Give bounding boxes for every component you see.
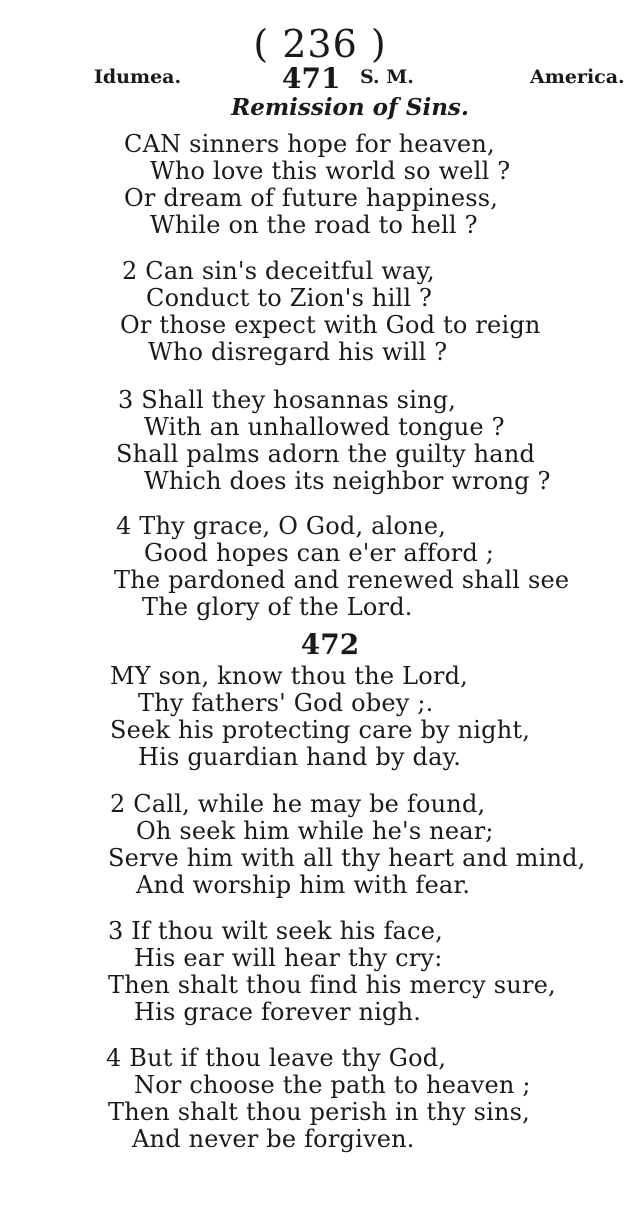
hymn-471-header: [0, 62, 640, 95]
verse-line: Who disregard his will ?: [148, 338, 448, 366]
verse-line: Who love this world so well ?: [150, 157, 511, 185]
verse-line: Seek his protecting care by night,: [110, 716, 531, 744]
verse-line: And worship him with fear.: [136, 871, 471, 899]
hymn-title: Remission of Sins.: [231, 94, 469, 121]
verse-line: Nor choose the path to heaven ;: [134, 1071, 531, 1099]
verse-line: Oh seek him while he's near;: [136, 817, 494, 845]
verse-line: Or dream of future happiness,: [124, 184, 499, 212]
verse-line: 2 Call, while he may be found,: [110, 790, 486, 818]
verse-line: 2 Can sin's deceitful way,: [122, 257, 435, 285]
verse-line: Good hopes can e'er afford ;: [144, 539, 495, 567]
verse-line: 4 But if thou leave thy God,: [106, 1044, 447, 1072]
verse-line: With an unhallowed tongue ?: [144, 413, 505, 441]
verse-line: His grace forever nigh.: [134, 998, 422, 1026]
verse-line: 3 If thou wilt seek his face,: [108, 917, 443, 945]
verse-line: His guardian hand by day.: [138, 743, 462, 771]
verse-line: Then shalt thou find his mercy sure,: [108, 971, 556, 999]
verse-line: Thy fathers' God obey ;.: [138, 689, 434, 717]
verse-line: While on the road to hell ?: [150, 211, 478, 239]
verse-line: And never be forgiven.: [132, 1125, 415, 1153]
verse-line: Conduct to Zion's hill ?: [146, 284, 433, 312]
verse-line: 4 Thy grace, O God, alone,: [116, 512, 447, 540]
verse-line: Shall palms adorn the guilty hand: [116, 440, 536, 468]
hymn-number: 472: [300, 628, 360, 661]
verse-line: The pardoned and renewed shall see: [114, 566, 570, 594]
tune-name-right: America.: [530, 66, 625, 88]
verse-line: MY son, know thou the Lord,: [110, 662, 468, 690]
hymn-number: 471: [282, 62, 341, 95]
verse-line: CAN sinners hope for heaven,: [124, 130, 495, 158]
hymn-meter: S. M.: [360, 66, 414, 88]
verse-line: His ear will hear thy cry:: [134, 944, 443, 972]
page-number: ( 236 ): [253, 22, 387, 66]
verse-line: Then shalt thou perish in thy sins,: [108, 1098, 530, 1126]
verse-line: The glory of the Lord.: [142, 593, 413, 621]
tune-name-left: Idumea.: [94, 66, 182, 88]
verse-line: 3 Shall they hosannas sing,: [118, 386, 457, 414]
verse-line: Serve him with all thy heart and mind,: [108, 844, 586, 872]
verse-line: Which does its neighbor wrong ?: [144, 467, 551, 495]
verse-line: Or those expect with God to reign: [120, 311, 541, 339]
